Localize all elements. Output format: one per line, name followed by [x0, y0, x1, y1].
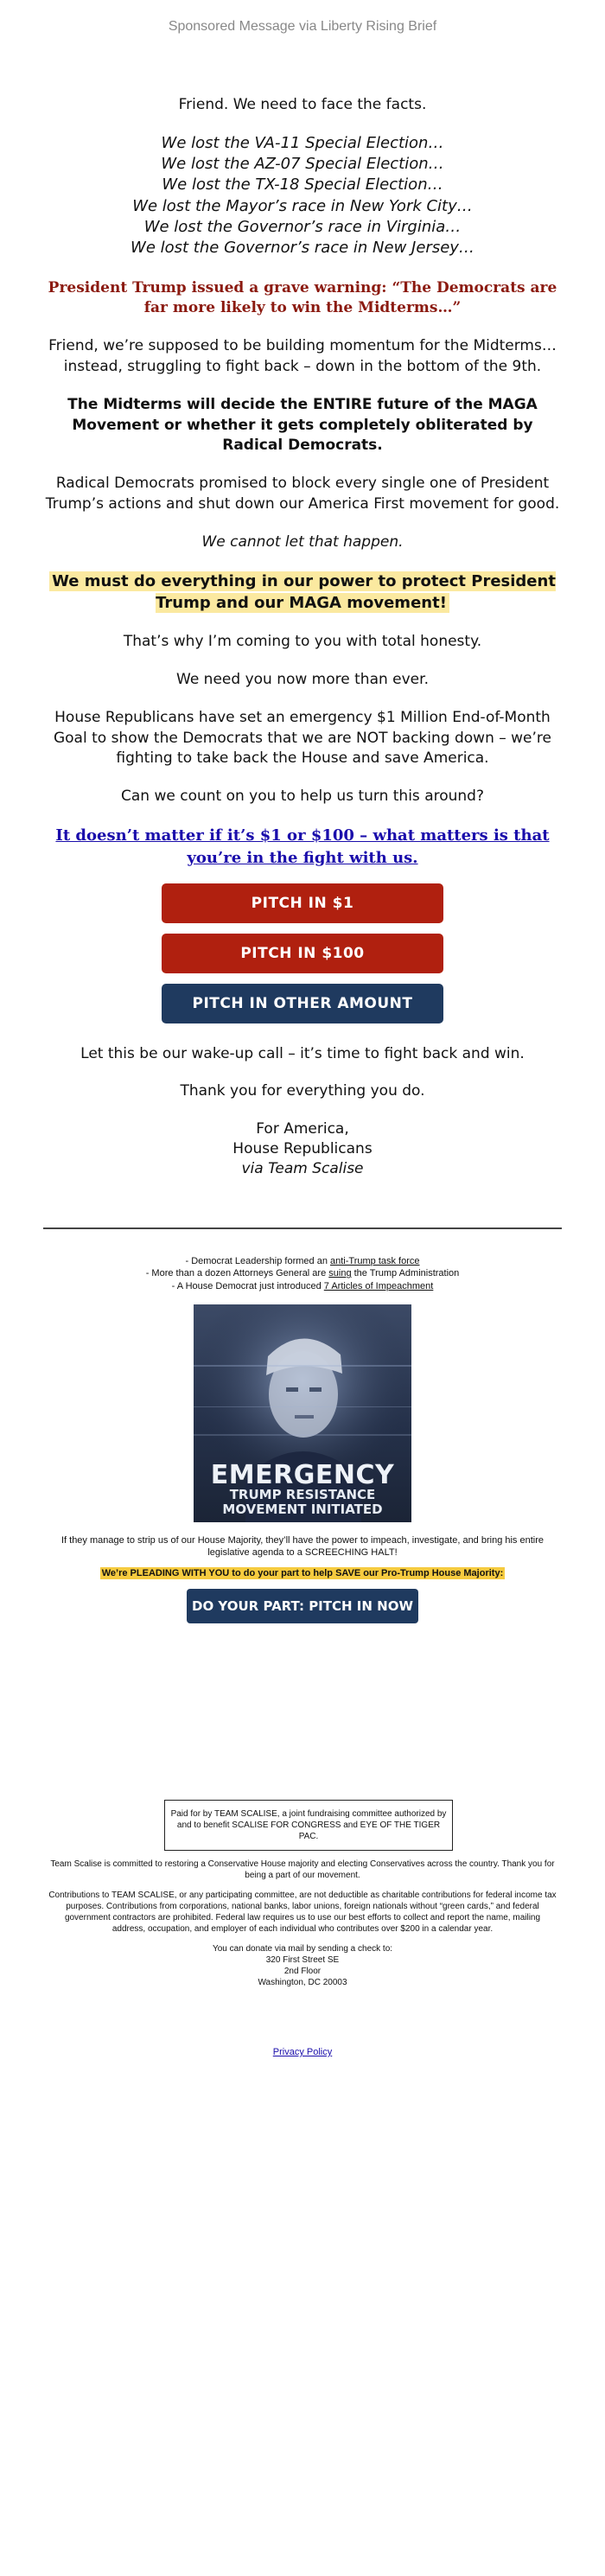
pleading-highlight: We’re PLEADING WITH YOU to do your part to help SAVE our Pro-Trump House Majority:: [101, 1568, 504, 1579]
midterms-paragraph: The Midterms will decide the ENTIRE future of the MAGA Movement or whether it gets completely obliterated by Radical Democrats.: [67, 395, 538, 455]
need-paragraph: We need you now more than ever.: [176, 670, 429, 688]
footer: [48, 1859, 557, 1988]
majority-paragraph: If they manage to strip us of our House Majority, they’ll have the power to impeach, investigate, and bring his entire legislative agenda to a SCREECHING HALT!: [60, 1534, 544, 1559]
honesty-paragraph: That’s why I’m coming to you with total honesty.: [123, 633, 482, 651]
suing-link[interactable]: suing: [328, 1268, 352, 1279]
bullet-line: - A House Democrat just introduced 7 Articles of Impeachment: [171, 1280, 434, 1291]
signature: [43, 1119, 562, 1179]
count-on-paragraph: Can we count on you to help us turn this around?: [120, 787, 484, 806]
bullet-line: - Democrat Leadership formed an anti-Trump task force: [185, 1256, 420, 1266]
task-force-link[interactable]: anti-Trump task force: [330, 1256, 420, 1266]
pitch-in-other-button[interactable]: PITCH IN OTHER AMOUNT: [162, 984, 443, 1023]
signature-line: For America,: [256, 1120, 349, 1138]
pitch-in-now-button[interactable]: DO YOUR PART: PITCH IN NOW: [187, 1589, 418, 1623]
footer-committed: Team Scalise is committed to restoring a Conservative House majority and electing Conservatives across the country. Thank you for being a part of our movement.: [50, 1859, 555, 1880]
pitch-in-100-button[interactable]: PITCH IN $100: [162, 934, 443, 973]
impeachment-link[interactable]: 7 Articles of Impeachment: [323, 1280, 434, 1291]
privacy-policy-link[interactable]: Privacy Policy: [272, 2047, 333, 2057]
footer-address-line: 2nd Floor: [283, 1967, 322, 1976]
privacy-policy-row: [0, 2047, 605, 2057]
goal-paragraph: House Republicans have set an emergency $1 Million End-of-Month Goal to show the Democrats that we are NOT backing down – we’re fighting to take back the House and save America.: [53, 708, 551, 768]
loss-item: We lost the TX-18 Special Election…: [162, 175, 443, 194]
footer-address-line: 320 First Street SE: [265, 1955, 340, 1965]
donate-text-link[interactable]: It doesn’t matter if it’s $1 or $100 – what matters is that you’re in the fight with us.: [55, 826, 550, 867]
cannot-paragraph: We cannot let that happen.: [201, 532, 404, 551]
divider: [43, 1227, 562, 1229]
banner-subtitle: TRUMP RESISTANCE MOVEMENT INITIATED: [222, 1486, 383, 1518]
highlight-paragraph: We must do everything in our power to protect President Trump and our MAGA movement!: [49, 571, 556, 614]
banner-title: EMERGENCY: [210, 1459, 395, 1490]
loss-item: We lost the Mayor’s race in New York City…: [132, 196, 473, 215]
wakeup-paragraph: Let this be our wake-up call – it’s time to fight back and win.: [80, 1044, 525, 1062]
secondary-appeal: [43, 1255, 562, 1623]
losses-list: [43, 133, 562, 259]
email-body: [43, 95, 562, 1179]
bullet-line: - More than a dozen Attorneys General are suing the Trump Administration: [145, 1268, 460, 1279]
footer-mail: You can donate via mail by sending a check to:: [212, 1944, 393, 1954]
footer-contributions: Contributions to TEAM SCALISE, or any participating committee, are not deductible as charitable contributions for federal income tax purposes. Contributions from corporations, national banks, labor unions, foreign nationals without “green cards,” and federal government contractors are prohibited. Federal law requires us to use our best efforts to collect and report the name, mailing address, occupation, and employer of each individual who contributes over $200 in a calendar year.: [48, 1891, 557, 1934]
signature-line: House Republicans: [232, 1140, 373, 1158]
momentum-paragraph: Friend, we’re supposed to be building momentum for the Midterms… instead, struggling to fight back – down in the bottom of the 9th.: [48, 337, 557, 375]
loss-item: We lost the VA-11 Special Election…: [161, 133, 444, 152]
greeting: Friend. We need to face the facts.: [178, 96, 427, 113]
trump-warning: President Trump issued a grave warning: “The Democrats are far more likely to win the Midterms…”: [48, 278, 557, 317]
pitch-in-1-button[interactable]: PITCH IN $1: [162, 883, 443, 923]
emergency-banner-image[interactable]: [194, 1304, 411, 1522]
loss-item: We lost the AZ-07 Special Election…: [161, 155, 444, 174]
footer-address-line: Washington, DC 20003: [258, 1978, 347, 1987]
preheader: Sponsored Message via Liberty Rising Brief: [168, 19, 437, 34]
loss-item: We lost the Governor’s race in Virginia…: [143, 217, 462, 236]
thanks-paragraph: Thank you for everything you do.: [180, 1082, 425, 1100]
loss-item: We lost the Governor’s race in New Jersey…: [131, 239, 474, 258]
radical-paragraph: Radical Democrats promised to block every single one of President Trump’s actions and shut down our America First movement for good.: [45, 475, 560, 513]
signature-line: via Team Scalise: [241, 1159, 364, 1177]
paid-for-disclaimer: Paid for by TEAM SCALISE, a joint fundraising committee authorized by and to benefit SCALISE FOR CONGRESS and EYE OF THE TIGER PAC.: [164, 1800, 453, 1851]
